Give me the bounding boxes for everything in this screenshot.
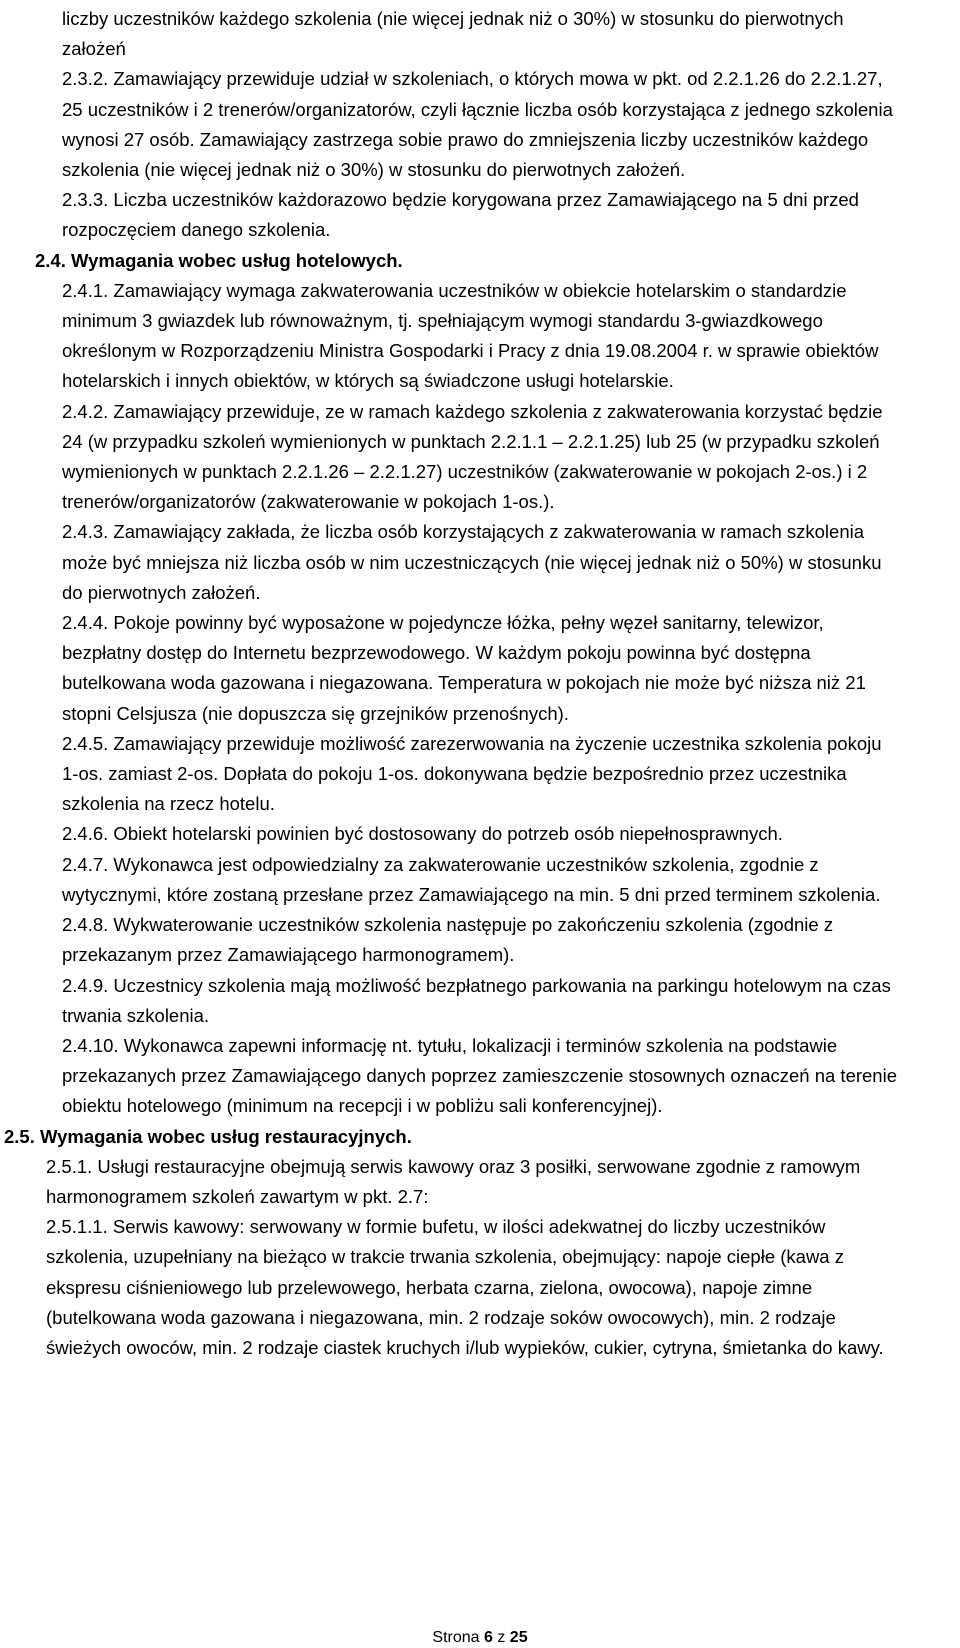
paragraph: 2.4.10. Wykonawca zapewni informację nt. tytułu, lokalizacji i terminów szkolenia na podstawie przekazanych przez Zamawiającego danych poprzez zamieszczenie stosownych oznaczeń na terenie obiektu hotelowego (minimum na recepcji i w pobliżu sali konferencyjnej).	[62, 1034, 897, 1117]
section-heading: 2.5. Wymagania wobec usług restauracyjnych.	[4, 1125, 412, 1147]
paragraph: 2.5.1.1. Serwis kawowy: serwowany w formie bufetu, w ilości adekwatnej do liczby uczestników szkolenia, uzupełniany na bieżąco w trakcie trwania szkolenia, obejmujący: napoje ciepłe (kawa z ekspresu ciśnieniowego lub przelewowego, herbata czarna, zielona, owocowa), napoje zimne (butelkowana woda gazowana i niegazowana, min. 2 rodzaje soków owocowych), min. 2 rodzaje świeżych owoców, min. 2 rodzaje ciastek kruchych i/lub wypieków, cukier, cytryna, śmietanka do kawy.	[46, 1216, 884, 1358]
footer-page-number: 6	[484, 1629, 493, 1646]
paragraph: 2.3.3. Liczba uczestników każdorazowo będzie korygowana przez Zamawiającego na 5 dni przed rozpoczęciem danego szkolenia.	[62, 189, 859, 241]
footer-middle: z	[492, 1629, 510, 1646]
page-footer	[0, 1628, 960, 1648]
paragraph: 2.4.3. Zamawiający zakłada, że liczba osób korzystających z zakwaterowania w ramach szkolenia może być mniejsza niż liczba osób w nim uczestniczących (nie więcej jednak niż o 50%) w stosunku do pierwotnych założeń.	[62, 521, 882, 603]
paragraph: 2.5.1. Usługi restauracyjne obejmują serwis kawowy oraz 3 posiłki, serwowane zgodnie z ramowym harmonogramem szkoleń zawartym w pkt. 2.7:	[46, 1155, 861, 1207]
paragraph: liczby uczestników każdego szkolenia (nie więcej jednak niż o 30%) w stosunku do pierwotnych założeń	[62, 8, 844, 60]
paragraph: 2.4.1. Zamawiający wymaga zakwaterowania uczestników w obiekcie hotelarskim o standardzie minimum 3 gwiazdek lub równoważnym, tj. spełniającym wymogi standardu 3-gwiazdkowego określonym w Rozporządzeniu Ministra Gospodarki i Pracy z dnia 19.08.2004 r. w sprawie obiektów hotelarskich i innych obiektów, w których są świadczone usługi hotelarskie.	[62, 279, 879, 392]
paragraph: 2.4.9. Uczestnicy szkolenia mają możliwość bezpłatnego parkowania na parkingu hotelowym na czas trwania szkolenia.	[62, 974, 891, 1026]
document-body	[0, 4, 960, 1363]
paragraph: 2.3.2. Zamawiający przewiduje udział w szkoleniach, o których mowa w pkt. od 2.2.1.26 do 2.2.1.27, 25 uczestników i 2 trenerów/organizatorów, czyli łącznie liczba osób korzystająca z jednego szkolenia wynosi 27 osób. Zamawiający zastrzega sobie prawo do zmniejszenia liczby uczestników każdego szkolenia (nie więcej jednak niż o 30%) w stosunku do pierwotnych założeń.	[62, 68, 893, 181]
paragraph: 2.4.7. Wykonawca jest odpowiedzialny za zakwaterowanie uczestników szkolenia, zgodnie z wytycznymi, które zostaną przesłane przez Zamawiającego na min. 5 dni przed terminem szkolenia.	[62, 853, 881, 905]
paragraph: 2.4.8. Wykwaterowanie uczestników szkolenia następuje po zakończeniu szkolenia (zgodnie z przekazanym przez Zamawiającego harmonogramem).	[62, 914, 834, 966]
paragraph: 2.4.2. Zamawiający przewiduje, ze w ramach każdego szkolenia z zakwaterowania korzystać będzie 24 (w przypadku szkoleń wymienionych w punktach 2.2.1.1 – 2.2.1.25) lub 25 (w przypadku szkoleń wymienionych w punktach 2.2.1.26 – 2.2.1.27) uczestników (zakwaterowanie w pokojach 2-os.) i 2 trenerów/organizatorów (zakwaterowanie w pokojach 1-os.).	[62, 400, 883, 513]
paragraph: 2.4.6. Obiekt hotelarski powinien być dostosowany do potrzeb osób niepełnosprawnych.	[62, 823, 783, 845]
footer-page-total: 25	[509, 1629, 528, 1646]
paragraph: 2.4.5. Zamawiający przewiduje możliwość zarezerwowania na życzenie uczestnika szkolenia pokoju 1-os. zamiast 2-os. Dopłata do pokoju 1-os. dokonywana będzie bezpośrednio przez uczestnika szkolenia na rzecz hotelu.	[62, 732, 882, 815]
section-heading: 2.4. Wymagania wobec usług hotelowych.	[35, 249, 403, 271]
paragraph: 2.4.4. Pokoje powinny być wyposażone w pojedyncze łóżka, pełny węzeł sanitarny, telewizor, bezpłatny dostęp do Internetu bezprzewodowego. W każdym pokoju powinna być dostępna butelkowana woda gazowana i niegazowana. Temperatura w pokojach nie może być niższa niż 21 stopni Celsjusza (nie dopuszcza się grzejników przenośnych).	[62, 612, 866, 724]
footer-prefix: Strona	[432, 1629, 484, 1646]
